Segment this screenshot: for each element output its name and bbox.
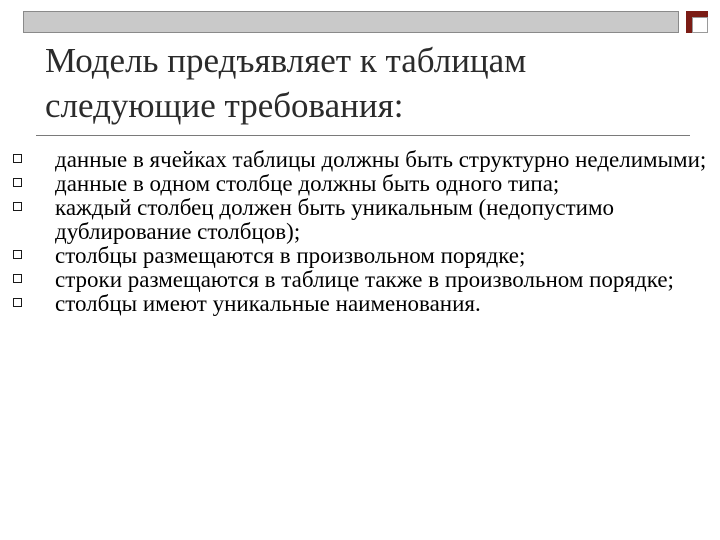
list-item [10,268,710,292]
title-divider [36,135,690,136]
hollow-square-icon [13,154,22,163]
requirements-list [10,148,710,316]
hollow-square-icon [13,298,22,307]
slide-title [45,38,685,128]
list-item-text: каждый столбец должен быть уникальным (недопустимо дублирование столбцов); [55,195,615,244]
corner-frame-square [692,17,708,33]
header-bar [23,11,679,33]
hollow-square-icon [13,274,22,283]
list-item [10,244,710,268]
list-item-text: столбцы имеют уникальные наименования. [55,291,481,316]
hollow-square-icon [13,250,22,259]
list-item-text: данные в одном столбце должны быть одного типа; [55,171,560,196]
title-line-2: следующие требования: [45,86,404,125]
list-item-text: данные в ячейках таблицы должны быть структурно неделимыми; [55,147,707,172]
list-item [10,148,710,172]
list-item [10,172,710,196]
list-item [10,292,710,316]
list-item-text: строки размещаются в таблице также в произвольном порядке; [55,267,674,292]
hollow-square-icon [13,178,22,187]
title-line-1: Модель предъявляет к таблицам [45,41,527,80]
list-item-text: столбцы размещаются в произвольном порядке; [55,243,526,268]
list-item [10,196,710,244]
hollow-square-icon [13,202,22,211]
